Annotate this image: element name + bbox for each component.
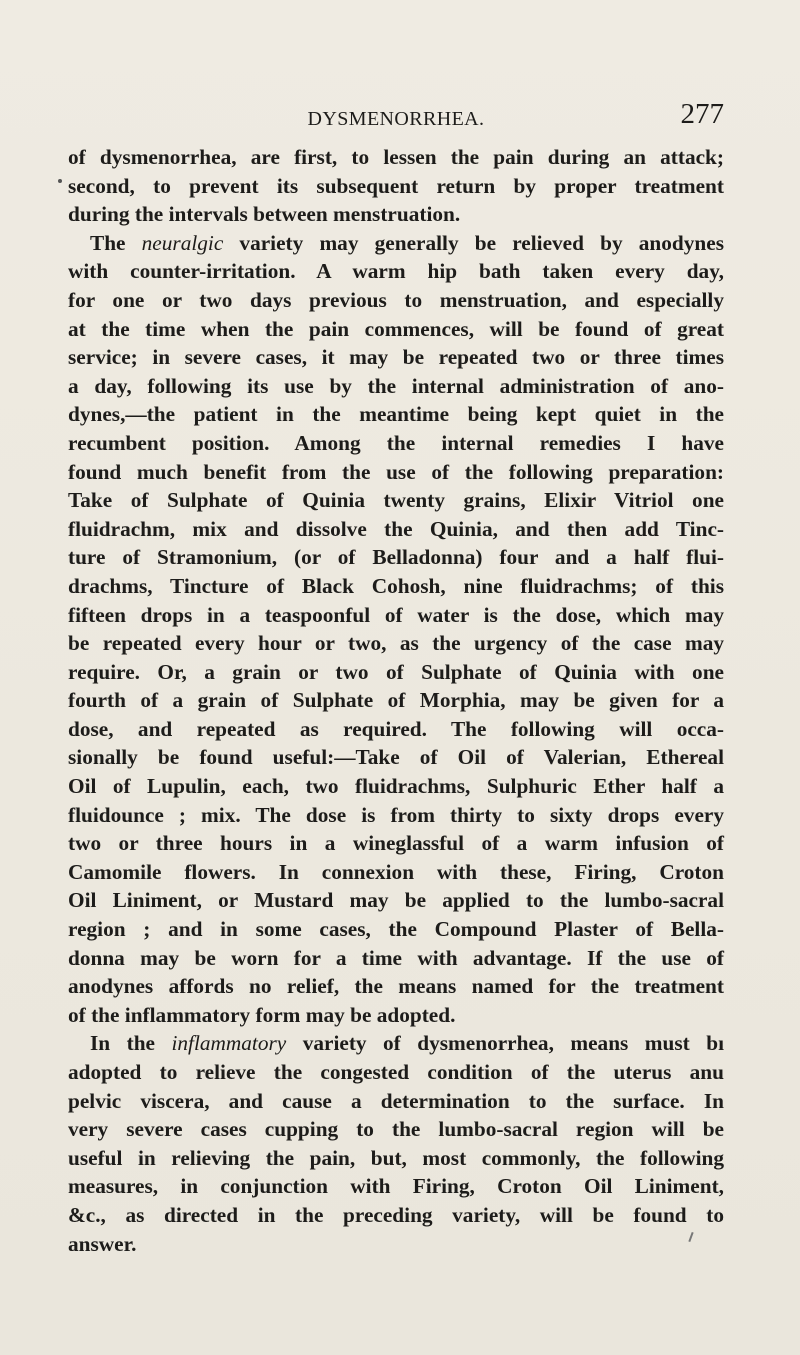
text-line: found much benefit from the use of the following preparation:: [68, 459, 724, 484]
body-text: [68, 143, 724, 1258]
text-line: of dysmenorrhea, are first, to lessen the pain during an attack;: [68, 145, 724, 169]
italic-term: inflammatory: [171, 1031, 287, 1056]
text-line: for one or two days previous to menstruation, and especially: [68, 287, 724, 312]
italic-term: neuralgic: [141, 230, 224, 255]
text-line: donna may be worn for a time with advantage. If the use of: [68, 945, 724, 970]
text-line: require. Or, a grain or two of Sulphate of Quinia with one: [68, 659, 724, 684]
text-line: Take of Sulphate of Quinia twenty grains, Elixir Vitriol one: [68, 488, 724, 513]
text-line: at the time when the pain commences, will be found of great: [68, 316, 724, 341]
text-line: during the intervals between menstruation.: [68, 202, 461, 227]
text-line: recumbent position. Among the internal remedies I have: [68, 430, 724, 455]
text-line: second, to prevent its subsequent return by proper treatment: [68, 173, 724, 198]
text-line: very severe cases cupping to the lumbo-sacral region will be: [68, 1117, 724, 1142]
text-line: &c., as directed in the preceding variety, will be found to: [68, 1202, 724, 1227]
text-line: anodynes affords no relief, the means named for the treatment: [68, 974, 724, 999]
text-line: dose, and repeated as required. The following will occa-: [68, 716, 724, 741]
text-line: adopted to relieve the congested condition of the uterus anu: [68, 1060, 724, 1084]
text-line: two or three hours in a wineglassful of a warm infusion of: [68, 831, 724, 856]
text-line: Oil Liniment, or Mustard may be applied to the lumbo-sacral: [68, 888, 724, 913]
text-line: fluidounce ; mix. The dose is from thirty to sixty drops every: [68, 802, 724, 827]
text-line: measures, in conjunction with Firing, Croton Oil Liniment,: [68, 1174, 724, 1199]
margin-ink-mark: [58, 179, 62, 183]
text-line: dynes,—the patient in the meantime being kept quiet in the: [68, 402, 724, 427]
text-line: answer.: [68, 1231, 137, 1256]
text-line: useful in relieving the pain, but, most commonly, the following: [68, 1145, 724, 1170]
text-line: fluidrachm, mix and dissolve the Quinia, and then add Tinc-: [68, 516, 724, 541]
text-line: fourth of a grain of Sulphate of Morphia, may be given for a: [68, 688, 724, 713]
text-line: fifteen drops in a teaspoonful of water is the dose, which may: [68, 602, 724, 627]
text-line: In the inflammatory variety of dysmenorrhea, means must bı: [90, 1031, 724, 1056]
text-line: Oil of Lupulin, each, two fluidrachms, Sulphuric Ether half a: [68, 774, 724, 799]
page-number: 277: [680, 98, 724, 130]
text-line: with counter-irritation. A warm hip bath taken every day,: [68, 259, 724, 284]
text-line: ture of Stramonium, (or of Belladonna) four and a half flui-: [68, 545, 724, 570]
text-line: service; in severe cases, it may be repeated two or three times: [68, 345, 724, 370]
text-line: of the inflammatory form may be adopted.: [68, 1002, 456, 1027]
text-line: Camomile flowers. In connexion with these, Firing, Croton: [68, 859, 724, 884]
running-title: DYSMENORRHEA.: [307, 108, 485, 130]
text-line: pelvic viscera, and cause a determination to the surface. In: [68, 1088, 724, 1113]
text-line: a day, following its use by the internal administration of ano-: [68, 373, 724, 398]
page-header: [68, 96, 724, 136]
text-line: The neuralgic variety may generally be relieved by anodynes: [90, 230, 724, 255]
text-line: sionally be found useful:—Take of Oil of Valerian, Ethereal: [68, 745, 724, 770]
text-line: region ; and in some cases, the Compound Plaster of Bella-: [68, 917, 724, 942]
text-line: drachms, Tincture of Black Cohosh, nine fluidrachms; of this: [68, 573, 724, 598]
text-line: be repeated every hour or two, as the urgency of the case may: [68, 631, 724, 656]
